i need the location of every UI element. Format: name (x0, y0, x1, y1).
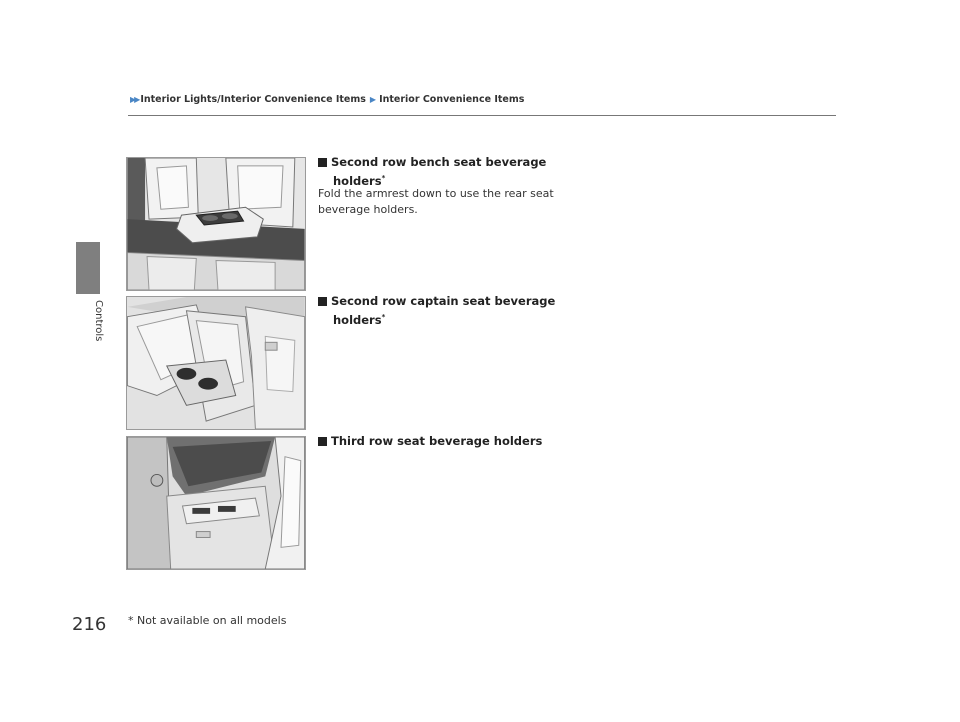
bullet-square-icon (318, 297, 327, 306)
breadcrumb-item-2[interactable]: Interior Convenience Items (379, 94, 525, 105)
breadcrumb-item-1[interactable]: Interior Lights/Interior Convenience Items (140, 94, 366, 105)
bullet-square-icon (318, 158, 327, 167)
page-number: 216 (72, 614, 107, 635)
breadcrumb (130, 94, 524, 105)
third-row-illustration (126, 436, 306, 570)
bullet-square-icon (318, 437, 327, 446)
footnote: * Not available on all models (128, 614, 287, 627)
captain-seat-illustration (126, 296, 306, 430)
section-body-bench: Fold the armrest down to use the rear seat beverage holders. (318, 187, 554, 216)
section-heading-third-row: Third row seat beverage holders (318, 433, 542, 449)
section-heading-captain: Second row captain seat beverage holders* (318, 293, 555, 328)
bench-seat-illustration (126, 157, 306, 291)
section-heading-bench: Second row bench seat beverage holders* (318, 154, 546, 189)
header-rule (128, 115, 836, 116)
arrow-icon: ▶ (369, 95, 377, 104)
double-arrow-icon: ▶▶ (130, 95, 139, 104)
chapter-tab (76, 242, 100, 294)
chapter-label: Controls (93, 300, 104, 342)
